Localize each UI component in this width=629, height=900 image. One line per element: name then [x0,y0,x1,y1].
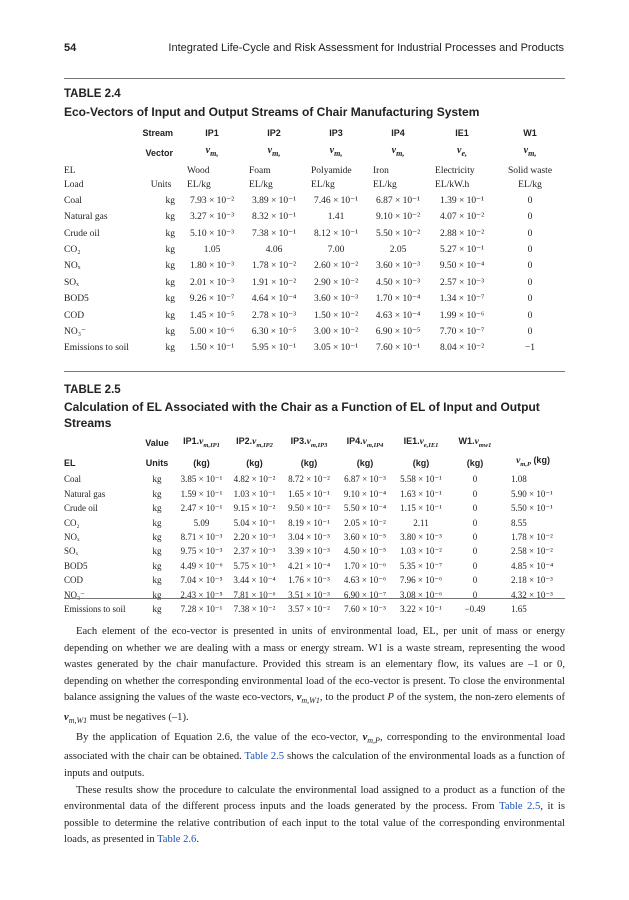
table-cell: 7.04 × 10⁻⁵ [180,575,223,586]
table-cell: 1.78 × 10⁻² [251,261,297,272]
table-cell: 4.49 × 10⁻⁶ [180,560,223,571]
column-header: Value [145,438,169,449]
column-header: (kg) [300,457,318,468]
table-cell: 1.08 [511,474,527,485]
table-cell: 2.43 × 10⁻⁵ [180,589,223,600]
table-cell: Load [64,180,84,191]
column-header: $IP3.v_{m,IP3}$ [290,436,328,449]
table-cell: 5.10 × 10⁻³ [189,228,235,239]
table-cell: 5.50 × 10⁻⁴ [343,503,387,514]
table-cell: 3.27 × 10⁻³ [189,212,235,223]
column-header: IP4 [391,127,405,138]
paragraph-2: By the application of Equation 2.6, the value of the eco-vector, $v_{m,P}$, corresponding to the environmental load associated with the chair can be obtained. Table 2.5 shows the calculation of the environmental loads as a function of inputs and outputs. [64,731,566,780]
table-cell: 0 [527,261,533,272]
table-cell: −0.49 [464,604,486,615]
row-label: BOD5 [64,560,88,571]
table-cell: kg [152,575,162,586]
table-cell: 5.50 × 10⁻¹ [511,503,553,514]
column-header: (kg) [246,457,263,468]
table-cell: kg [165,195,176,206]
table-cell: 0 [527,212,533,223]
table-cell: 2.11 [413,517,429,528]
table-cell: 1.41 [327,212,345,223]
table-cell: 1.80 × 10⁻³ [189,261,235,272]
table-cell: 0 [527,294,533,305]
column-header: EL [64,457,76,468]
table-cell: 0 [472,589,478,600]
column-header: IP2 [267,127,281,138]
table-row [64,501,565,515]
table-cell: 5.00 × 10⁻⁶ [189,326,235,337]
column-header: (kg) [356,457,374,468]
table-cell: 7.81 × 10⁻⁶ [233,589,276,600]
table-cell: 7.38 × 10⁻² [233,604,276,615]
page-number: 54 [64,42,77,54]
table-header-row [64,124,565,142]
table-row [64,340,565,356]
row-label: Crude oil [64,228,100,239]
table-cell: kg [152,604,162,615]
table-2-4 [64,124,565,357]
column-header: IE1 [455,127,469,138]
row-label: Emissions to soil [64,604,126,615]
table-cell: EL [64,166,76,176]
column-header: Vector [145,147,174,158]
table-cell: 7.28 × 10⁻¹ [180,604,223,615]
table-cell: 7.38 × 10⁻¹ [251,228,297,239]
table-cell: 1.91 × 10⁻² [251,277,297,288]
table-cell: 2.58 × 10⁻² [511,546,553,557]
table-cell: 7.46 × 10⁻¹ [313,195,359,206]
table-cell: 5.75 × 10⁻⁵ [233,560,276,571]
paragraph-1: Each element of the eco-vector is presented in units of environmental load, EL, per unit of mass or energy depending on whether we are dealing with a mass or energy stream. W1 is a waste stream, representing the wood wastes generated by the chair manufacture. Provided this stream is an elementary flow, its values are –1 or 0, depending on whether the corresponding environmental load of the eco-vector is present. To close the environmental balance assigning the values of the waste eco-vectors, $v_{m,W1}$, to the product P of the system, the non-zero elements of $v_{m,W1}$ must be negatives (–1). [64,626,565,726]
table-cell: 1.59 × 10⁻¹ [180,488,223,499]
table-cell: kg [152,589,162,600]
column-header: $IP2.v_{m,IP2}$ [236,436,273,449]
table-row [64,242,565,258]
table-cell: 3.51 × 10⁻³ [288,589,330,600]
row-label: NO₃⁻ [64,589,85,600]
row-label: CO₂ [64,244,81,255]
column-header: IP1 [205,127,219,138]
table-cell: EL/kg [373,180,397,191]
table-2-4-label: TABLE 2.4 [64,88,121,100]
table-cell: 0 [472,488,478,499]
table-cell: 3.89 × 10⁻¹ [251,195,297,206]
book-title: Integrated Life-Cycle and Risk Assessment for Industrial Processes and Products [168,42,564,54]
table-cell: 1.05 [203,244,221,255]
table-cell: 3.60 × 10⁻³ [313,294,359,305]
table-cell: kg [165,310,176,321]
table-cell: 4.32 × 10⁻³ [511,589,553,600]
table-cell: −1 [524,343,536,354]
table-cell: 8.19 × 10⁻¹ [288,517,330,528]
row-label: NO₃⁻ [64,326,87,337]
table-cell: kg [165,228,176,239]
body-text [64,624,565,849]
paragraph-3: These results show the procedure to calculate the environmental load assigned to a product as a function of the environmental data of the different process inputs and the loads generated by the process. From Table 2.5, it is possible to determine the relative contribution of each input to the total value of the corresponding environmental loads, as presented in Table 2.6. [64,784,565,846]
table-row [64,308,565,324]
row-label: SOₓ [64,546,79,557]
table-cell: 8.71 × 10⁻³ [180,532,223,543]
table-cell: 2.47 × 10⁻¹ [180,503,223,514]
table-row [64,573,565,587]
row-label: NOₓ [64,532,80,543]
table-cell: 2.18 × 10⁻³ [511,575,553,586]
table-row [64,258,565,274]
el-row [64,164,565,178]
table-cell: 5.27 × 10⁻¹ [439,244,485,255]
table-cell: 0 [472,560,478,571]
table-cell: kg [165,277,176,288]
table-cell: 8.12 × 10⁻¹ [313,228,359,239]
table-cell: 1.39 × 10⁻¹ [439,195,485,206]
table-cell: 5.50 × 10⁻² [375,228,421,239]
table-cell: 0 [472,575,478,586]
table-cell: 1.03 × 10⁻¹ [233,488,276,499]
table-header-row [64,434,565,453]
table-cell: 5.95 × 10⁻¹ [251,343,297,354]
table-cell: kg [152,546,162,557]
column-header: (kg) [412,457,430,468]
table-cell: 7.96 × 10⁻⁶ [399,575,443,586]
table-cell: 0 [527,195,533,206]
table-cell: 0 [472,546,478,557]
table-row [64,324,565,340]
table-2-4-bottom-rule [64,371,565,372]
table-cell: 1.34 × 10⁻⁷ [439,294,485,305]
table-cell: 5.09 [193,517,210,528]
table-row [64,209,565,225]
table-2-5-label: TABLE 2.5 [64,384,121,396]
table-cell: 4.50 × 10⁻³ [375,277,421,288]
table-cell: 1.76 × 10⁻³ [288,575,330,586]
table-cell: 1.65 [511,604,527,615]
row-label: Crude oil [64,503,98,514]
table-cell: kg [152,474,162,485]
table-cell: 2.90 × 10⁻² [313,277,359,288]
vector-header: $v_{m,}$ [205,145,219,159]
running-head [64,42,564,58]
table-cell: 7.60 × 10⁻³ [344,604,386,615]
table-cell: kg [165,261,176,272]
table-cell: 4.06 [265,244,283,255]
column-header: (kg) [466,457,484,468]
row-label: SOₓ [64,277,79,288]
table-cell: 3.00 × 10⁻² [313,326,359,337]
table-2-5-link[interactable]: Table 2.5 [244,751,285,763]
column-header [64,434,139,453]
table-cell: 1.65 × 10⁻¹ [288,488,330,499]
table-cell: 4.64 × 10⁻⁴ [251,294,297,305]
table-cell: EL/kg [187,180,211,191]
row-label: Natural gas [64,488,106,499]
table-cell: 8.32 × 10⁻¹ [251,212,297,223]
table-header-row [64,142,565,164]
table-cell: 2.37 × 10⁻³ [233,546,276,557]
vector-header: $v_{m,}$ [391,145,405,159]
column-header [501,434,565,453]
column-header: $IE1.v_{e,IE1}$ [403,436,439,449]
table-cell: 1.50 × 10⁻¹ [189,343,235,354]
table-cell: 7.93 × 10⁻² [189,195,235,206]
table-row [64,472,565,486]
table-cell: 2.01 × 10⁻³ [189,277,235,288]
table-row [64,487,565,501]
table-cell: 4.07 × 10⁻² [439,212,485,223]
table-cell: kg [152,532,162,543]
table-cell: 0 [527,326,533,337]
table-cell: 9.26 × 10⁻⁷ [189,294,235,305]
table-cell: kg [152,503,162,514]
table-row [64,559,565,573]
table-cell: Foam [249,166,271,176]
vector-header: $v_{m,}$ [329,145,343,159]
row-label: BOD5 [64,294,89,305]
table-cell: 6.30 × 10⁻⁵ [251,326,297,337]
table-row [64,588,565,602]
table-cell: 5.90 × 10⁻¹ [511,488,553,499]
table-cell: 6.90 × 10⁻⁵ [375,326,421,337]
table-cell: 2.20 × 10⁻³ [233,532,276,543]
units-row [64,178,565,192]
table-cell: 5.35 × 10⁻⁷ [399,560,443,571]
table-cell: EL/kg [518,180,542,191]
table-header-row [64,453,565,472]
table-cell: 3.57 × 10⁻² [288,604,330,615]
table-cell: 4.85 × 10⁻⁴ [511,560,554,571]
table-cell: 3.60 × 10⁻⁵ [343,532,387,543]
table-cell: 8.04 × 10⁻² [439,343,485,354]
table-cell: 2.88 × 10⁻² [439,228,485,239]
row-label: Emissions to soil [64,343,129,354]
column-header: Units [145,457,169,468]
table-cell: 3.60 × 10⁻³ [375,261,421,272]
table-row [64,544,565,558]
table-cell: 4.21 × 10⁻⁴ [287,560,331,571]
table-cell: Wood [187,166,210,176]
table-cell: 7.00 [327,244,345,255]
table-cell: 0 [527,310,533,321]
table-row [64,275,565,291]
table-cell: 9.50 × 10⁻⁴ [439,261,485,272]
table-cell: 3.39 × 10⁻³ [288,546,330,557]
table-row [64,226,565,242]
table-cell: 9.50 × 10⁻² [288,503,330,514]
table-cell: kg [165,294,176,305]
table-cell: 7.70 × 10⁻⁷ [439,326,485,337]
table-cell: 1.70 × 10⁻⁶ [343,560,387,571]
table-cell: 1.78 × 10⁻² [511,532,553,543]
table-cell: 3.04 × 10⁻³ [288,532,330,543]
table-cell: 3.05 × 10⁻¹ [313,343,359,354]
table-cell: 1.03 × 10⁻² [400,546,442,557]
table-cell: EL/kW.h [435,180,470,191]
table-cell: 0 [472,474,478,485]
table-row [64,291,565,307]
table-cell: Polyamide [311,166,352,176]
table-cell: 5.04 × 10⁻¹ [233,517,276,528]
row-label: Natural gas [64,212,108,223]
table-cell: 2.05 [389,244,407,255]
row-label: NOₓ [64,261,81,272]
table-cell: Iron [373,166,389,176]
table-2-6-link[interactable]: Table 2.6 [157,834,197,846]
row-label: Coal [64,195,82,206]
table-cell: Electricity [435,166,475,176]
row-label: COD [64,575,84,586]
vector-header: $v_{m,}$ [267,145,281,159]
column-header: W1 [523,127,537,138]
table-cell: 3.22 × 10⁻¹ [400,604,442,615]
header-rule [64,78,565,79]
table-cell: 2.05 × 10⁻² [344,517,386,528]
row-label: Coal [64,474,81,485]
vector-header: $v_{e,}$ [457,145,468,159]
table-cell: 3.44 × 10⁻⁴ [233,575,276,586]
table-cell: 6.90 × 10⁻⁷ [343,589,387,600]
table-cell: kg [152,488,162,499]
table-cell: 9.75 × 10⁻³ [180,546,223,557]
table-cell: kg [152,517,162,528]
row-label: COD [64,310,85,321]
table-2-4-caption: Eco-Vectors of Input and Output Streams of Chair Manufacturing System [64,105,480,119]
table-cell: kg [152,560,162,571]
table-cell: 7.60 × 10⁻¹ [375,343,421,354]
table-cell: 8.55 [511,517,527,528]
table-cell: 5.58 × 10⁻¹ [400,474,442,485]
table-row [64,193,565,209]
table-cell: 2.78 × 10⁻³ [251,310,297,321]
table-cell: 0 [472,503,478,514]
table-cell: Units [150,180,172,191]
table-row [64,530,565,544]
column-header: $W1.v_{mw1}$ [458,436,492,449]
column-header: Stream [142,127,174,138]
vector-header: $v_{m,}$ [523,145,537,159]
table-cell: 0 [527,277,533,288]
table-cell: kg [165,326,176,337]
table-cell: 0 [472,532,478,543]
table-cell: 9.10 × 10⁻² [375,212,421,223]
table-row [64,516,565,530]
table-2-5 [64,434,565,616]
table-cell: 9.10 × 10⁻⁴ [343,488,387,499]
table-cell: 0 [527,244,533,255]
table-cell: 4.63 × 10⁻⁶ [343,575,387,586]
table-cell: 1.45 × 10⁻⁵ [189,310,235,321]
table-cell: 0 [472,517,478,528]
column-header: IP3 [329,127,343,138]
table-cell: kg [165,244,176,255]
table-cell: 6.87 × 10⁻³ [344,474,386,485]
table-cell: 1.99 × 10⁻⁶ [439,310,485,321]
table-cell [141,164,181,178]
table-cell: 1.50 × 10⁻² [313,310,359,321]
table-cell: 3.85 × 10⁻¹ [180,474,223,485]
table-row [64,602,565,616]
table-cell: 8.72 × 10⁻² [288,474,330,485]
table-cell: 4.63 × 10⁻⁴ [375,310,421,321]
table-cell: 1.70 × 10⁻⁴ [375,294,421,305]
table-2-5-bottom-rule [64,598,565,599]
table-cell: Solid waste [507,166,553,176]
table-cell: 1.63 × 10⁻¹ [400,488,442,499]
column-header: $v_{m,P}$ (kg) [516,455,550,468]
table-cell: 6.87 × 10⁻¹ [375,195,421,206]
row-label: CO₂ [64,517,80,528]
table-cell: EL/kg [311,180,335,191]
table-cell: 0 [527,228,533,239]
table-cell: kg [165,343,176,354]
table-2-5-link[interactable]: Table 2.5 [499,801,541,813]
table-cell: 1.15 × 10⁻¹ [400,503,442,514]
column-header: $IP1.v_{m,IP1}$ [183,436,220,449]
table-cell: kg [165,212,176,223]
table-cell: 9.15 × 10⁻² [233,503,276,514]
table-cell: 3.08 × 10⁻⁶ [399,589,443,600]
table-cell: 3.80 × 10⁻³ [400,532,442,543]
table-cell: 4.50 × 10⁻⁵ [343,546,387,557]
table-cell: 4.82 × 10⁻² [233,474,276,485]
table-cell: EL/kg [249,180,273,191]
column-header: (kg) [193,457,210,468]
column-header: $IP4.v_{m,IP4}$ [346,436,384,449]
table-cell: 2.57 × 10⁻³ [439,277,485,288]
table-2-5-caption: Calculation of EL Associated with the Chair as a Function of EL of Input and Output Streams [64,400,540,430]
table-cell: 2.60 × 10⁻² [313,261,359,272]
